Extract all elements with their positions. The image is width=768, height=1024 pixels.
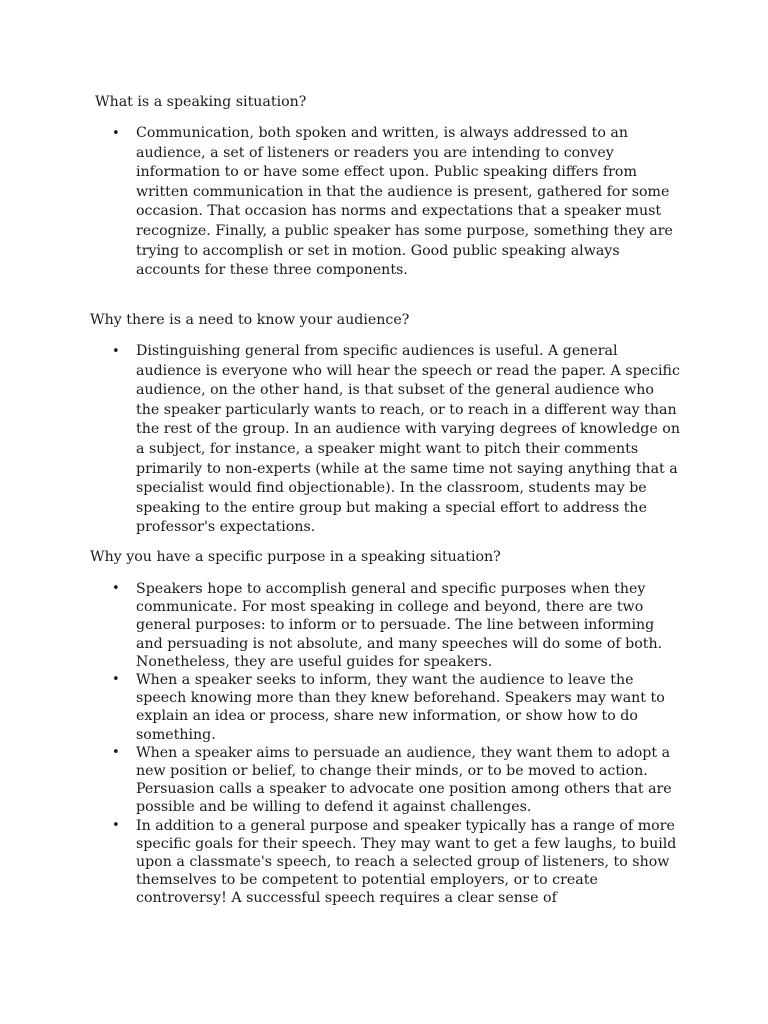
list-item: • When a speaker seeks to inform, they want the audience to leave the speech knowing more than they knew beforehand. Speakers may want to explain an idea or process, share new information, or show how to do something. bbox=[0, 671, 681, 744]
section-heading-specific-purpose: Why you have a specific purpose in a speaking situation? bbox=[90, 549, 501, 565]
list-item: • Speakers hope to accomplish general and specific purposes when they communicate. For most speaking in college and beyond, there are two general purposes: to inform or to persuade. The line between informing and persuading is not absolute, and many speeches will do some of both. Nonetheless, they are useful guides for speakers. bbox=[0, 580, 681, 671]
list-item: • When a speaker aims to persuade an audience, they want them to adopt a new position or belief, to change their minds, or to be moved to action. Persuasion calls a speaker to advocate one position among others that are possible and be willing to defend it against challenges. bbox=[0, 744, 681, 817]
section-heading-know-audience: Why there is a need to know your audience? bbox=[90, 312, 410, 328]
section-heading-speaking-situation: What is a speaking situation? bbox=[95, 94, 307, 110]
list-item: • Communication, both spoken and written, is always addressed to an audience, a set of listeners or readers you are intending to convey information to or have some effect upon. Public speaking differs from written communication in that the audience is present, gathered for some occasion. That occasion has norms and expectations that a speaker must recognize. Finally, a public speaker has some purpose, something they are trying to accomplish or set in motion. Good public speaking always accounts for these three components. bbox=[0, 124, 681, 281]
bullet-list-know-audience bbox=[0, 342, 768, 538]
list-item: • In addition to a general purpose and speaker typically has a range of more specific goals for their speech. They may want to get a few laughs, to build upon a classmate's speech, to reach a selected group of listeners, to show themselves to be competent to potential employers, or to create controversy! A successful speech requires a clear sense of bbox=[0, 817, 681, 908]
bullet-list-speaking-situation bbox=[0, 124, 768, 281]
bullet-list-specific-purpose bbox=[0, 580, 768, 908]
list-item: • Distinguishing general from specific audiences is useful. A general audience is everyone who will hear the speech or read the paper. A specific audience, on the other hand, is that subset of the general audience who the speaker particularly wants to reach, or to reach in a different way than the rest of the group. In an audience with varying degrees of knowledge on a subject, for instance, a speaker might want to pitch their comments primarily to non-experts (while at the same time not saying anything that a specialist would find objectionable). In the classroom, students may be speaking to the entire group but making a special effort to address the professor's expectations. bbox=[0, 342, 681, 538]
